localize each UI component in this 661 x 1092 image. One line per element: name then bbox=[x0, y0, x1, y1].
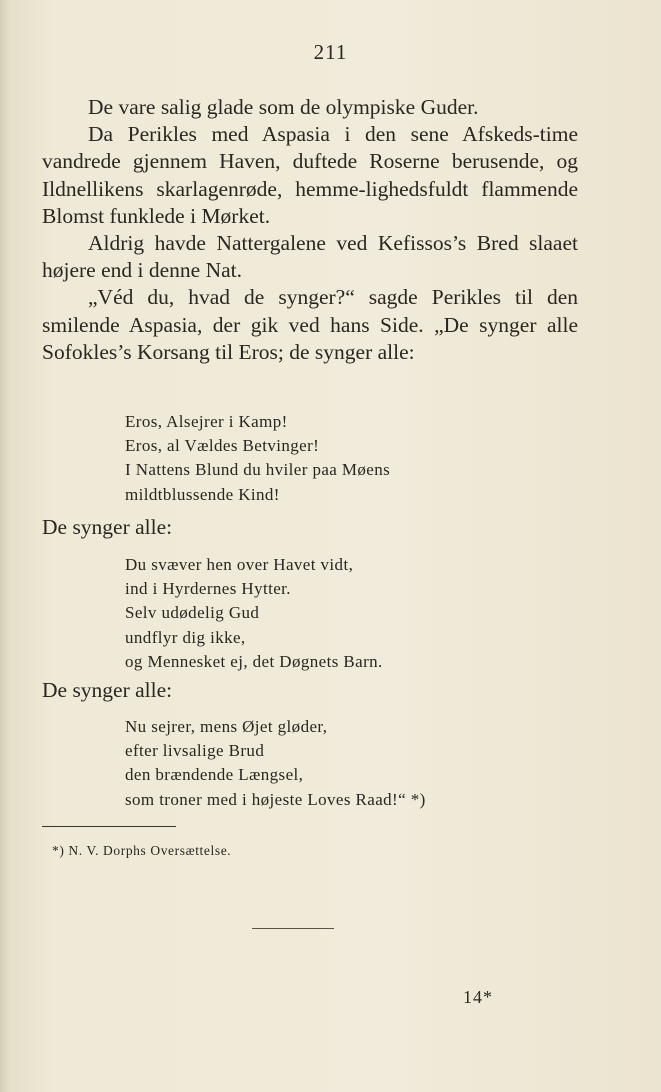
prose-block bbox=[42, 94, 578, 366]
verse-line: og Mennesket ej, det Døgnets Barn. bbox=[125, 651, 383, 671]
verse-line: Selv udødelig Gud bbox=[125, 603, 260, 623]
footnote: *) N. V. Dorphs Oversættelse. bbox=[52, 843, 232, 858]
refrain-line: De synger alle: bbox=[42, 678, 173, 702]
paragraph: De vare salig glade som de olympiske Guder. bbox=[88, 95, 479, 119]
verse-stanza bbox=[125, 553, 595, 674]
verse-line: Eros, al Vældes Betvinger! bbox=[125, 436, 320, 456]
verse-stanza bbox=[125, 410, 595, 507]
verse-line: efter livsalige Brud bbox=[125, 741, 265, 761]
footnote-divider bbox=[42, 826, 176, 827]
page-edge-shadow bbox=[0, 0, 10, 1092]
paragraph: Da Perikles med Aspasia i den sene Afskeds-time vandrede gjennem Haven, duftede Roserne berusende, og Ildnellikens skarlagenrøde, hemme-lighedsfuldt flammende Blomst funklede i Mørket. bbox=[42, 122, 578, 228]
signature-mark: 14* bbox=[463, 987, 493, 1007]
verse-line: Nu sejrer, mens Øjet gløder, bbox=[125, 717, 328, 736]
verse-line: I Nattens Blund du hviler paa Møens bbox=[125, 460, 391, 480]
page-number: 211 bbox=[313, 40, 348, 64]
verse-line: Du svæver hen over Havet vidt, bbox=[125, 555, 354, 574]
refrain-line: De synger alle: bbox=[42, 515, 173, 539]
verse-line: undflyr dig ikke, bbox=[125, 627, 246, 647]
verse-line: som troner med i højeste Loves Raad!“ *) bbox=[125, 789, 426, 809]
verse-line: mildtblussende Kind! bbox=[125, 484, 280, 504]
verse-line: den brændende Længsel, bbox=[125, 765, 304, 785]
verse-line: ind i Hyrdernes Hytter. bbox=[125, 579, 291, 599]
paragraph: Aldrig havde Nattergalene ved Kefissos’s Bred slaaet højere end i denne Nat. bbox=[42, 231, 578, 283]
verse-stanza bbox=[125, 715, 595, 812]
section-divider bbox=[252, 928, 334, 929]
verse-line: Eros, Alsejrer i Kamp! bbox=[125, 412, 288, 431]
paragraph: „Véd du, hvad de synger?“ sagde Perikles til den smilende Aspasia, der gik ved hans Side. „De synger alle Sofokles’s Korsang til Eros; de synger alle: bbox=[42, 285, 578, 364]
